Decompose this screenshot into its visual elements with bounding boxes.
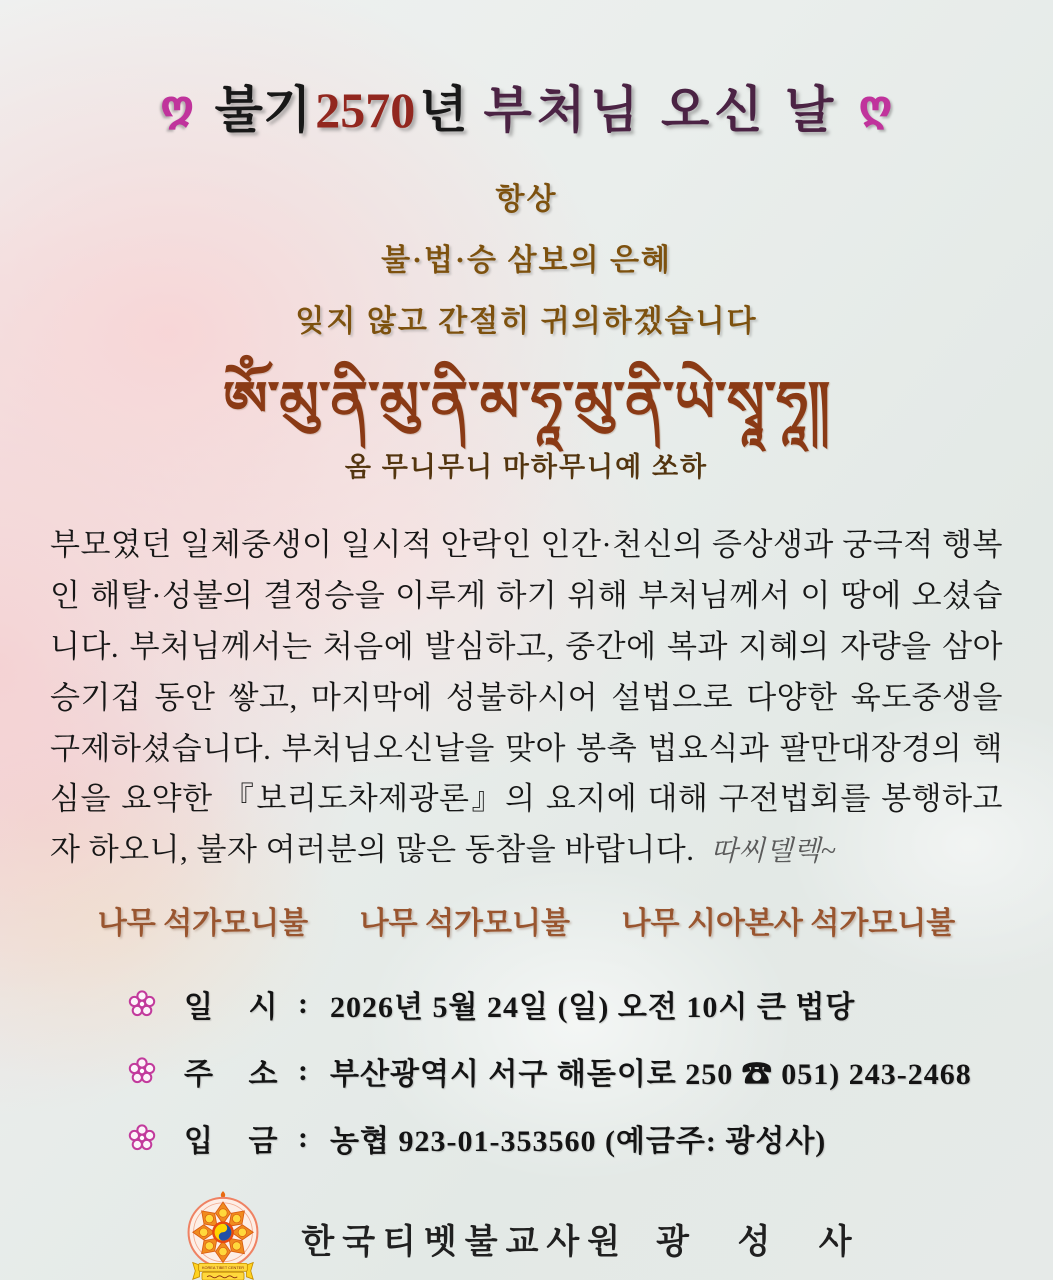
detail-row-address bbox=[128, 1049, 1053, 1093]
page-title bbox=[215, 70, 839, 142]
detail-value-bank-account: 농협 923-01-353560 (예금주: 광성사) bbox=[330, 1124, 827, 1158]
detail-row-deposit bbox=[128, 1116, 1053, 1160]
invocation-line-2: 불·법·승 삼보의 은혜 bbox=[381, 244, 672, 277]
closing-greeting: 따씨델렉~ bbox=[710, 836, 837, 868]
detail-label: 입 금 bbox=[184, 1124, 292, 1158]
chant-item: 나무 석가모니불 bbox=[359, 906, 570, 940]
detail-colon: : bbox=[298, 1053, 308, 1087]
invocation-line-1: 항상 bbox=[495, 183, 558, 216]
temple-name: 광 성 사 bbox=[656, 1224, 872, 1262]
body-paragraph bbox=[50, 520, 1003, 876]
detail-label: 일 시 bbox=[184, 990, 292, 1024]
plum-blossom-icon bbox=[128, 1057, 156, 1085]
logo-taeguk bbox=[212, 1221, 234, 1243]
plum-blossom-icon bbox=[128, 990, 156, 1018]
buddhist-era-label: 불기 bbox=[214, 82, 312, 138]
temple-type: 한국티벳불교사원 bbox=[301, 1224, 629, 1262]
event-details bbox=[128, 982, 1053, 1160]
detail-colon: : bbox=[298, 986, 308, 1020]
chant-line bbox=[0, 898, 1053, 942]
invocation-block bbox=[0, 174, 1053, 340]
buddhist-era-suffix: 년 bbox=[419, 82, 468, 138]
title-main-text: 부처님 오신 날 bbox=[483, 82, 839, 138]
poster-title-row bbox=[0, 0, 1053, 142]
logo-ribbon bbox=[193, 1263, 253, 1280]
right-swirl-ornament-icon: ღ bbox=[858, 81, 893, 130]
buddhist-era-year: 2570 bbox=[315, 82, 416, 138]
chant-item: 나무 시아본사 석가모니불 bbox=[621, 906, 956, 940]
footer bbox=[0, 1190, 1053, 1280]
plum-blossom-icon bbox=[128, 1124, 156, 1152]
temple-full-name bbox=[301, 1214, 871, 1263]
chant-item: 나무 석가모니불 bbox=[97, 906, 309, 940]
logo-ribbon-text: KOREA TIBET CENTER bbox=[202, 1266, 245, 1271]
dharma-wheel-temple-logo-icon bbox=[181, 1190, 265, 1280]
body-paragraph-text: 부모였던 일체중생이 일시적 안락인 인간·천신의 증상생과 궁극적 행복인 해탈·성불의 결정승을 이루게 하기 위해 부처님께서 이 땅에 오셨습니다. 부처님께서는 처음에 발심하고, 중간에 복과 지혜의 자량을 삼아 승기겁 동안 쌓고, 마지막에 성불하시어 설법으로 다양한 육도중생을 구제하셨습니다. 부처님오신날을 맞아 봉축 법요식과 팔만대장경의 핵심을 요약한 『보리도차제광론』의 요지에 대해 구전법회를 봉행하고자 하오니, 불자 여러분의 많은 동참을 바랍니다. bbox=[50, 527, 1003, 868]
mantra-korean-transliteration: 옴 무니무니 마하무니예 쏘하 bbox=[344, 452, 709, 483]
left-swirl-ornament-icon: ღ bbox=[160, 81, 195, 130]
detail-colon: : bbox=[298, 1120, 308, 1154]
invocation-line-3: 잊지 않고 간절히 귀의하겠습니다 bbox=[295, 305, 758, 338]
detail-label: 주 소 bbox=[184, 1057, 292, 1091]
detail-row-datetime bbox=[128, 982, 1053, 1026]
detail-value-datetime: 2026년 5월 24일 (일) 오전 10시 큰 법당 bbox=[330, 990, 856, 1024]
tibetan-mantra: ཨོཾ་མུ་ནི་མུ་ནི་མ་ཧཱ་མུ་ནི་ཡེ་སྭཱ་ཧཱ༎ bbox=[222, 372, 831, 434]
detail-value-address-phone: 부산광역시 서구 해돋이로 250 ☎ 051) 243-2468 bbox=[330, 1057, 972, 1091]
